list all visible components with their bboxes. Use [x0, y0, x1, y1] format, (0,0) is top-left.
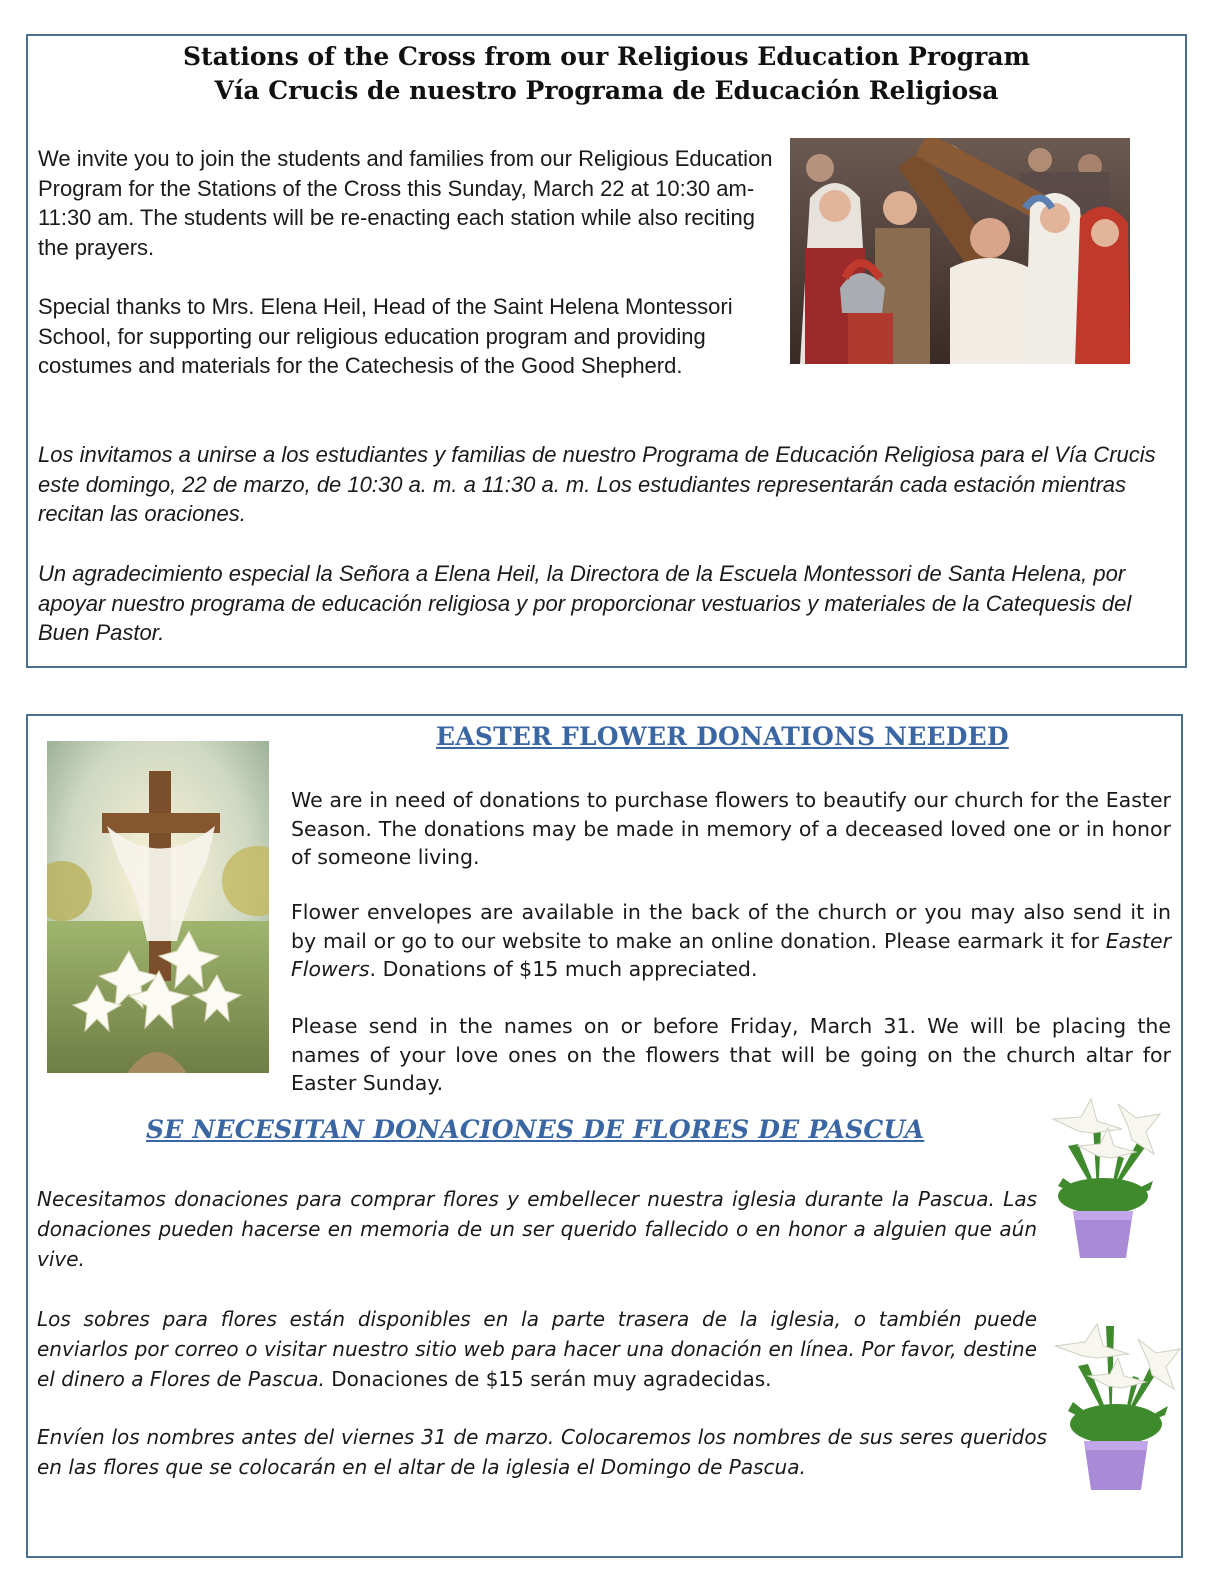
- flowers-paragraph-2-a: Flower envelopes are available in the back of the church or you may also send it in by mail or go to our website to make an online donation. Please earmark it for: [291, 900, 1171, 953]
- flowers-paragraph-1: We are in need of donations to purchase flowers to beautify our church for the Easter Season. The donations may be made in memory of a deceased loved one or in honor of someone living.: [291, 788, 1171, 869]
- flowers-paragraph-5-es-b: Donaciones de $15 serán muy agradecidas.: [324, 1367, 772, 1391]
- flowers-paragraph-3: Please send in the names on or before Friday, March 31. We will be placing the names of your love ones on the flowers that will be going on the church altar for Easter Sunday.: [291, 1014, 1171, 1095]
- flowers-paragraph-5-es-a: Los sobres para flores están disponibles en la parte trasera de la iglesia, o también puede enviarlos por correo o visitar nuestro sitio web para hacer una donación en línea. Por favor, destine el dinero a Flores de Pascua.: [37, 1307, 1037, 1391]
- stations-paragraph-2: Special thanks to Mrs. Elena Heil, Head of the Saint Helena Montessori School, for supporting our religious education program and providing costumes and materials for the Catechesis of the Good Shepherd.: [38, 294, 733, 378]
- stations-title: [28, 40, 1185, 108]
- stations-title-en: Stations of the Cross from our Religious Education Program: [183, 42, 1030, 71]
- flowers-heading-en: EASTER FLOWER DONATIONS NEEDED: [436, 722, 1009, 751]
- stations-photo: [790, 138, 1130, 364]
- stations-paragraph-4-es: Un agradecimiento especial la Señora a Elena Heil, la Directora de la Escuela Montessori de Santa Helena, por apoyar nuestro programa de educación religiosa y por proporcionar vestuarios y materiales de la Catequesis del Buen Pastor.: [38, 561, 1132, 645]
- flowers-heading-es: SE NECESITAN DONACIONES DE FLORES DE PASCUA: [146, 1115, 925, 1144]
- flowers-paragraph-2-em: Easter Flowers: [291, 928, 1171, 981]
- lily-pot-image-2: [1048, 1306, 1183, 1496]
- lily-pot-image-1: [1038, 1086, 1168, 1266]
- stations-title-es: Vía Crucis de nuestro Programa de Educación Religiosa: [214, 76, 999, 105]
- stations-paragraph-1: We invite you to join the students and families from our Religious Education Program for the Stations of the Cross this Sunday, March 22 at 10:30 am-11:30 am. The students will be re-enacting each station while also reciting the prayers.: [38, 146, 773, 260]
- stations-paragraph-3-es: Los invitamos a unirse a los estudiantes y familias de nuestro Programa de Educación Religiosa para el Vía Crucis este domingo, 22 de marzo, de 10:30 a. m. a 11:30 a. m. Los estudiantes representarán cada estación mientras recitan las oraciones.: [38, 442, 1156, 526]
- easter-flowers-section: [26, 714, 1183, 1558]
- stations-section: [26, 34, 1187, 668]
- flowers-paragraph-4-es: Necesitamos donaciones para comprar flores y embellecer nuestra iglesia durante la Pascua. Las donaciones pueden hacerse en memoria de un ser querido fallecido o en honor a alguien que aún vive.: [37, 1187, 1037, 1271]
- cross-lilies-image: [47, 741, 269, 1073]
- flowers-paragraph-5-es: [37, 1304, 1037, 1394]
- flowers-paragraph-2-b: . Donations of $15 much appreciated.: [369, 957, 758, 981]
- flowers-paragraph-2: [291, 898, 1171, 984]
- flowers-paragraph-6-es: Envíen los nombres antes del viernes 31 de marzo. Colocaremos los nombres de sus seres queridos en las flores que se colocarán en el altar de la iglesia el Domingo de Pascua.: [37, 1425, 1047, 1479]
